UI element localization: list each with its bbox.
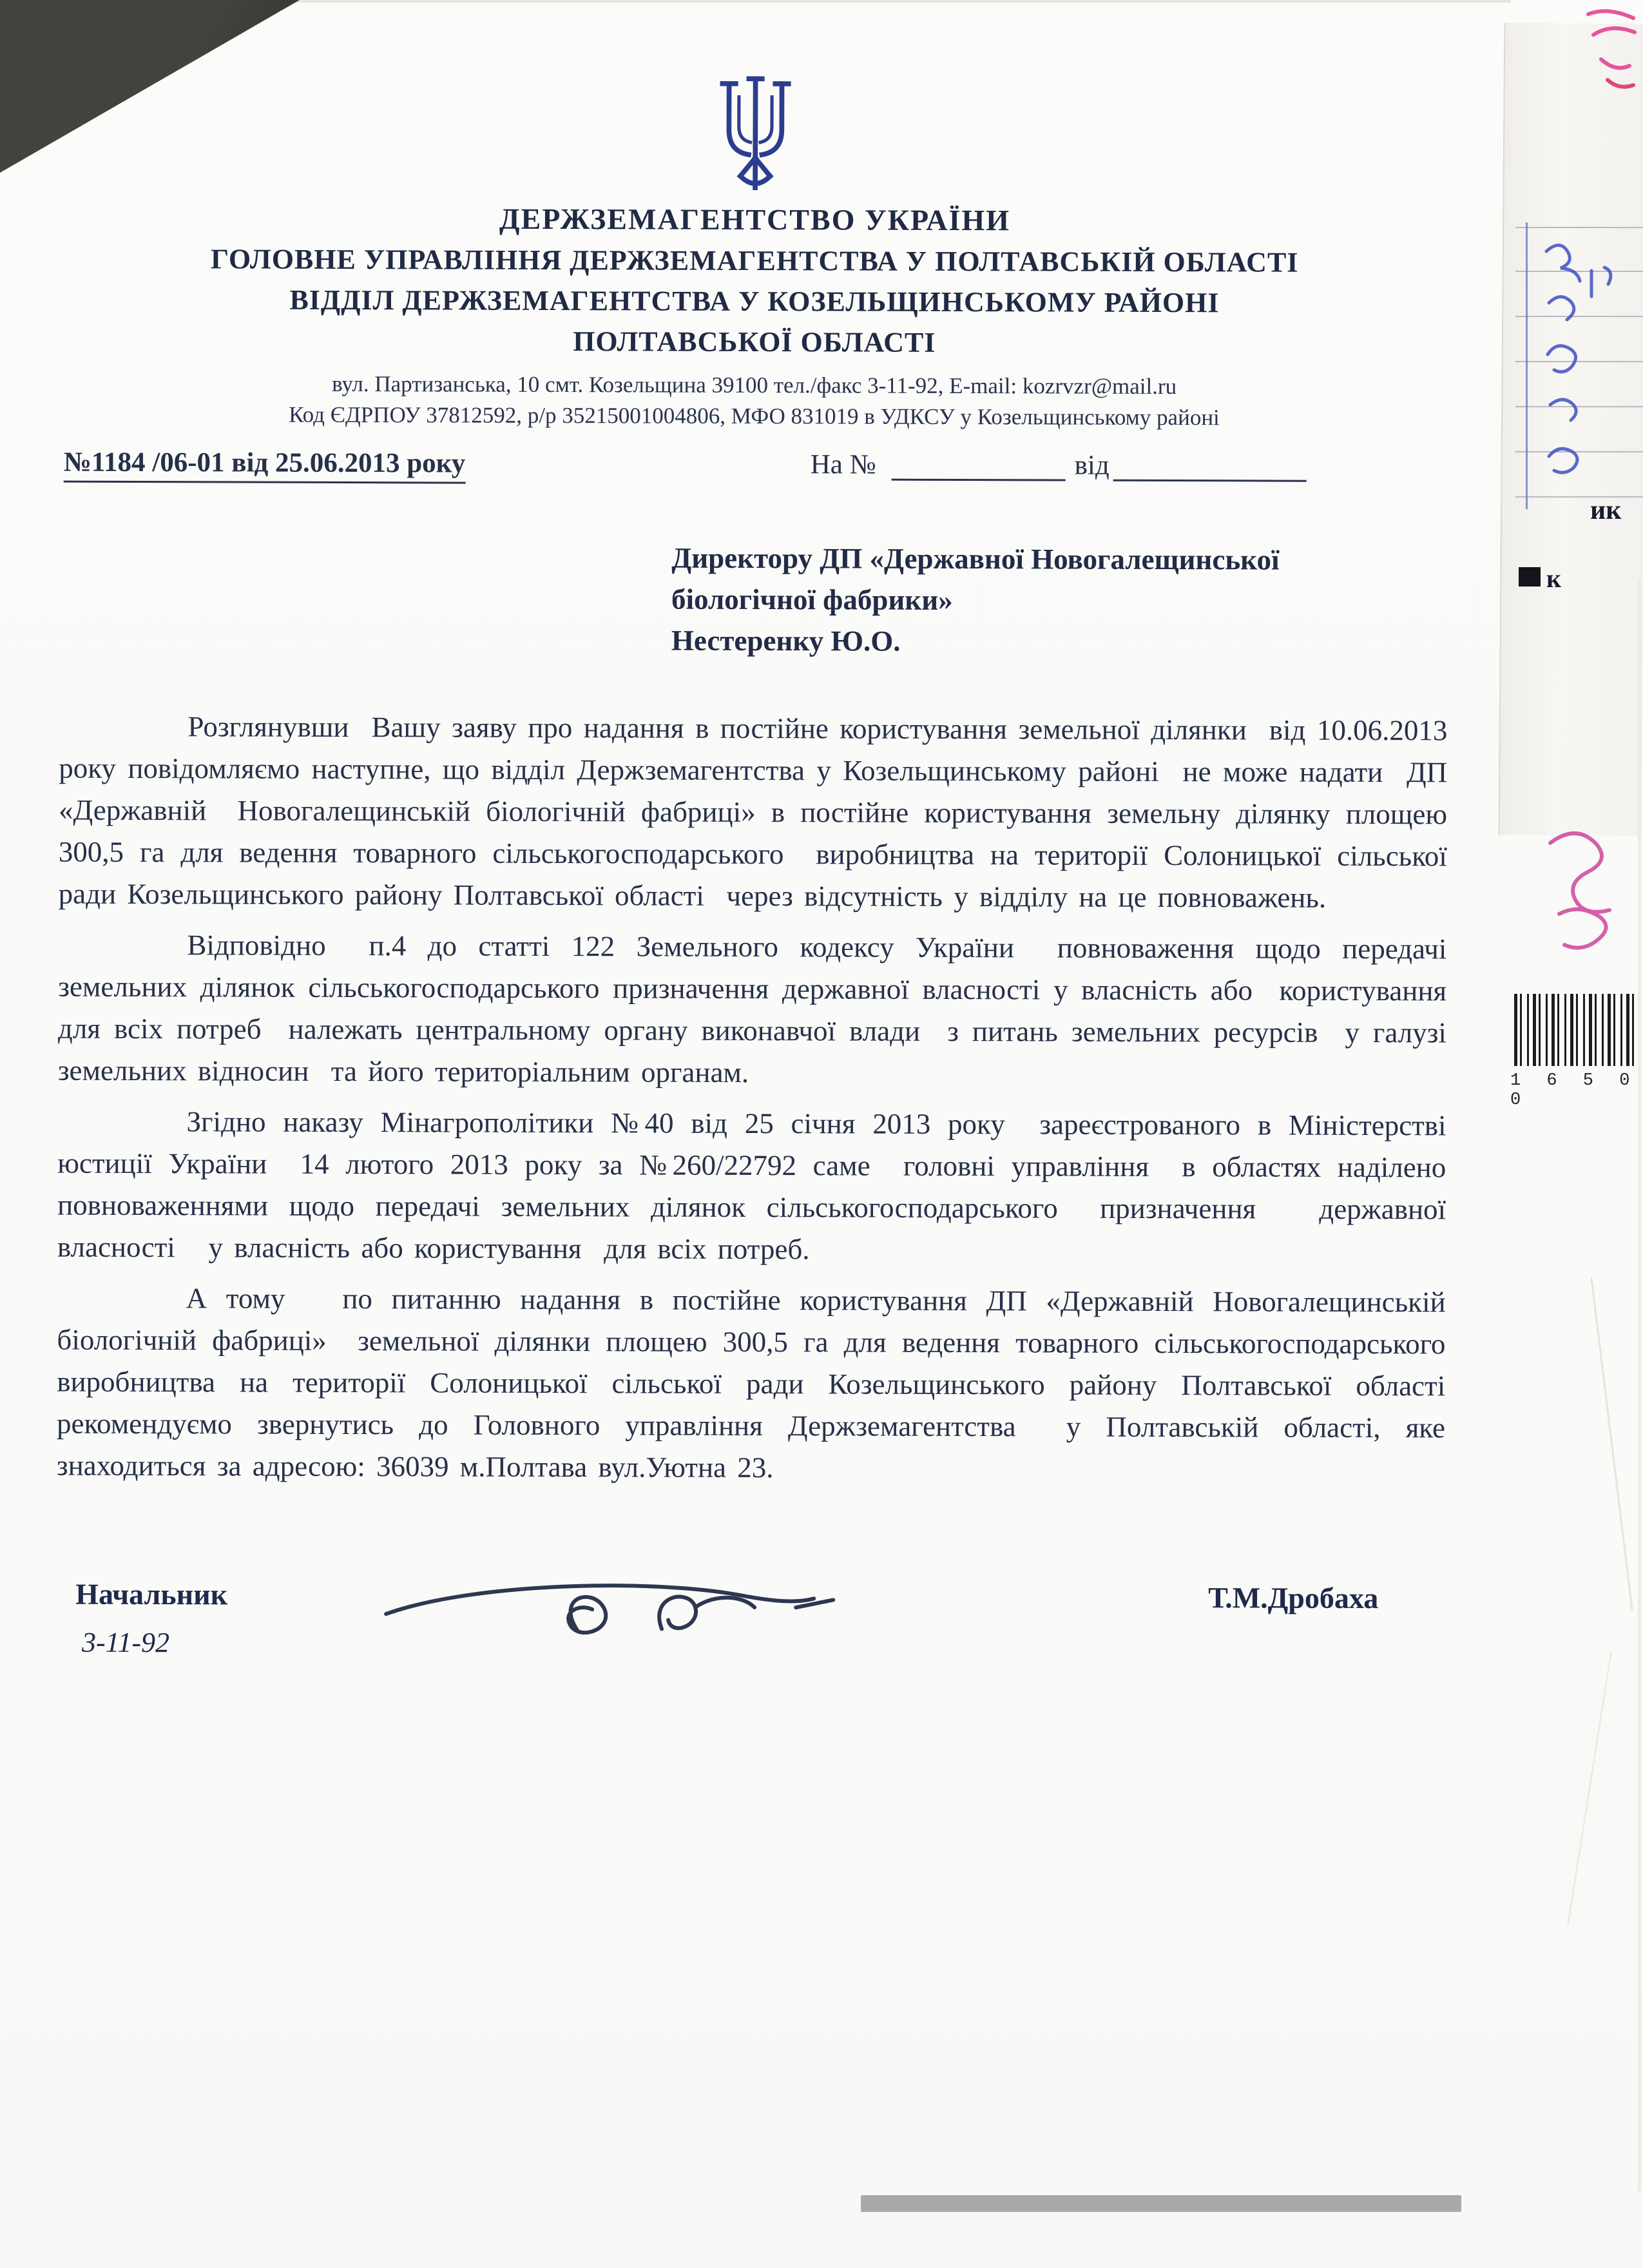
- letterhead-department-1: ГОЛОВНЕ УПРАВЛІННЯ ДЕРЖЗЕМАГЕНТСТВА У ПОЛТАВСЬКІЙ ОБЛАСТІ: [210, 243, 1299, 278]
- letterhead-requisites: Код ЄДРПОУ 37812592, р/р 35215001004806, МФО 831019 в УДКСУ у Козельщинському районі: [289, 402, 1220, 431]
- letterhead-department-2: ВІДДІЛ ДЕРЖЗЕМАГЕНТСТВА У КОЗЕЛЬЩИНСЬКОМУ РАЙОНІ: [289, 284, 1220, 319]
- handwritten-signature: [378, 1552, 843, 1663]
- scan-gray-bar: [861, 2195, 1461, 2212]
- incoming-date-label: від: [1074, 450, 1110, 481]
- letter-content: [56, 0, 1479, 1729]
- paper-edge-line: [1638, 580, 1641, 2191]
- ukraine-trident-emblem: [706, 72, 805, 196]
- cutoff-text-fragment: к: [1546, 564, 1562, 593]
- paper-edge-line: [1590, 1277, 1633, 1610]
- incoming-prefix-label: На №: [810, 449, 876, 480]
- addressee-block: [671, 538, 1448, 664]
- incoming-date-blank-line: [1113, 454, 1307, 482]
- trident-icon: [706, 72, 805, 196]
- addressee-line-1: Директору ДП «Державної Новогалещинської: [671, 541, 1280, 576]
- signer-title: Начальник: [75, 1577, 228, 1611]
- stamp-block: [1519, 567, 1541, 586]
- letterhead-address: вул. Партизанська, 10 смт. Козельщина 39100 тел./факс 3-11-92, E-mail: kozrvzr@mail.ru: [332, 371, 1177, 400]
- reference-row: [60, 447, 1448, 503]
- incoming-reference-blank: [811, 449, 1307, 481]
- handwritten-phone-note: 3-11-92: [81, 1626, 170, 1659]
- letter-body: [56, 706, 1479, 1491]
- ruled-line: [1515, 227, 1643, 228]
- magenta-scribble: [1537, 817, 1640, 972]
- cutoff-text-fragment: ик: [1590, 496, 1622, 525]
- incoming-number-blank-line: [892, 453, 1066, 481]
- signature-block: [56, 1577, 1445, 1730]
- paper-edge-line: [1567, 1651, 1611, 1925]
- barcode-digits: 1 6 5 0 0: [1510, 1071, 1638, 1110]
- letterhead-department-3: ПОЛТАВСЬКОЇ ОБЛАСТІ: [573, 325, 936, 358]
- letterhead-agency: ДЕРЖЗЕМАГЕНТСТВО УКРАЇНИ: [499, 202, 1011, 237]
- barcode: [1514, 994, 1640, 1066]
- pink-pen-marks-top-right: [1582, 4, 1643, 101]
- table-column-rule: [1526, 222, 1528, 509]
- body-paragraph-1: Розглянувши Вашу заяву про надання в постійне користування земельної ділянки від 10.06.2013 року повідомляємо наступне, що відділ Держземагентства у Козельщинському районі не може надати ДП «Державній Новогалещинській біологічній фабриці» в постійне користування земельну ділянку площею 300,5 га для ведення товарного сільськогосподарського виробництва на території Солоницької сільської ради Козельщинського району Полтавської області через відсутність у відділу на це повноважень.: [58, 710, 1459, 914]
- body-paragraph-2: Відповідно п.4 до статті 122 Земельного кодексу України повноваження щодо передачі земельних ділянок сільськогосподарського призначення державної власності у власність або користування для всіх потреб належать центральному органу виконавчої влади з питань земельних ресурсів у галузі земельних відносин та його територіальним органам.: [57, 929, 1458, 1089]
- blue-handwriting-marks: [1533, 232, 1643, 509]
- addressee-line-2: біологічної фабрики»: [671, 583, 953, 616]
- signer-name: Т.М.Дробаха: [1208, 1581, 1379, 1615]
- outgoing-reference-number: №1184 /06-01 від 25.06.2013 року: [64, 447, 466, 484]
- body-paragraph-4: А тому по питанню надання в постійне користування ДП «Державній Новогалещинській біологічній фабриці» земельної ділянки площею 300,5 га для ведення товарного сільськогосподарського виробництва на території Солоницької сільської ради Козельщинського району Полтавської області рекомендуємо звернутись до Головного управління Держземагентства у Полтавській області, яке знаходиться за адресою: 36039 м.Полтава вул.Уютна 23.: [56, 1282, 1479, 1484]
- body-paragraph-3: Згідно наказу Мінагрополітики №40 від 25 січня 2013 року зареєстрованого в Міністерстві юстиції України 14 лютого 2013 року за №260/22792 саме головні управління в областях наділено повноваженнями щодо передачі земельних ділянок сільськогосподарського призначення державної власності у власність або користування для всіх потреб.: [57, 1105, 1457, 1266]
- addressee-line-3: Нестеренку Ю.О.: [671, 624, 901, 657]
